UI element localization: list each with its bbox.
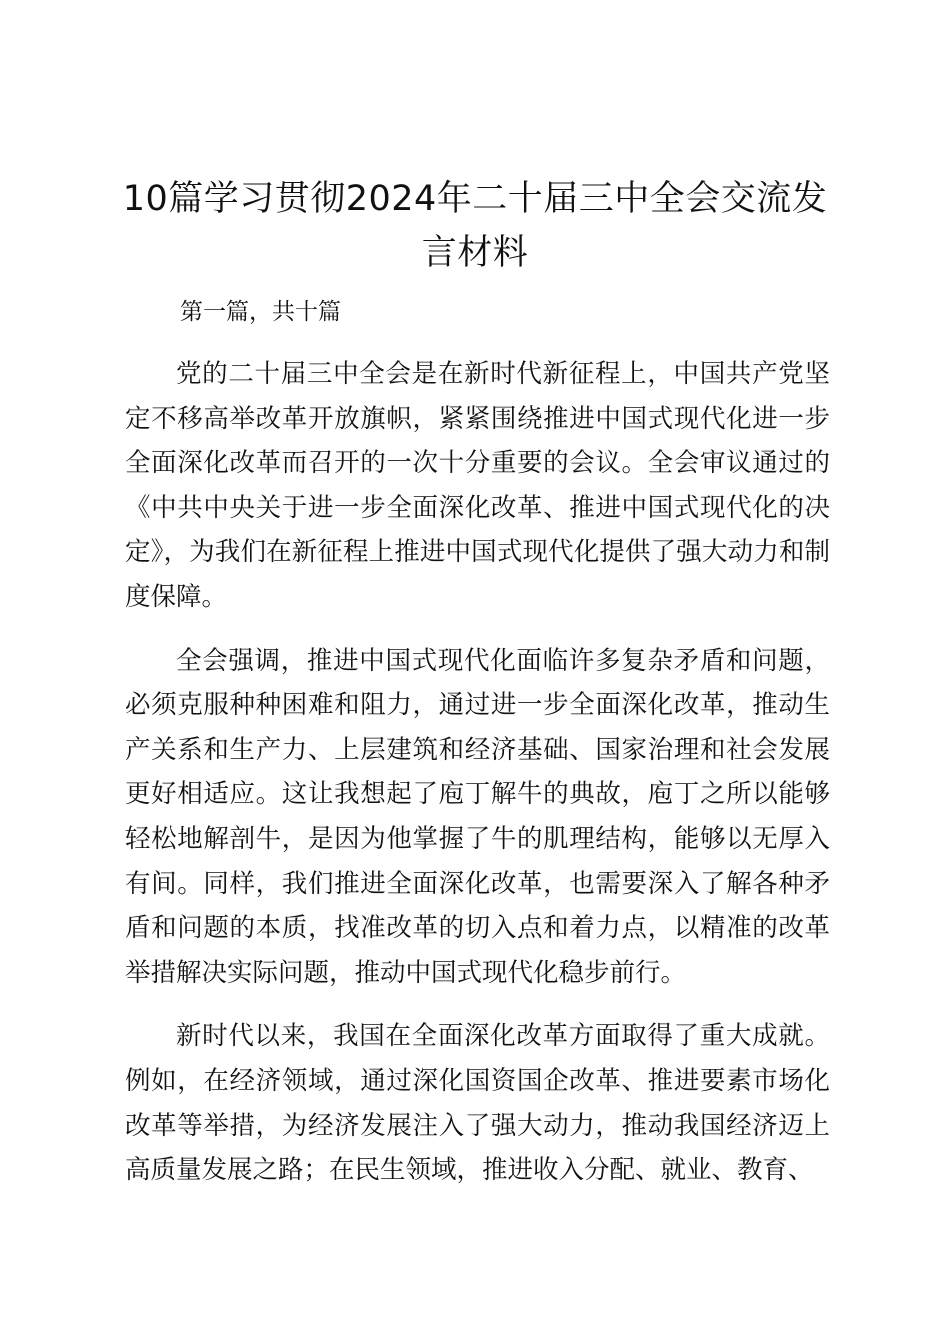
paragraph-2: 全会强调，推进中国式现代化面临许多复杂矛盾和问题，必须克服种种困难和阻力，通过进一步全面深化改革，推动生产关系和生产力、上层建筑和经济基础、国家治理和社会发展更好相适应。这让我想起了庖丁解牛的典故，庖丁之所以能够轻松地解剖牛，是因为他掌握了牛的肌理结构，能够以无厚入有间。同样，我们推进全面深化改革，也需要深入了解各种矛盾和问题的本质，找准改革的切入点和着力点，以精准的改革举措解决实际问题，推动中国式现代化稳步前行。 [125,645,830,988]
paragraph-1: 党的二十届三中全会是在新时代新征程上，中国共产党坚定不移高举改革开放旗帜，紧紧围绕推进中国式现代化进一步全面深化改革而召开的一次十分重要的会议。全会审议通过的《中共中央关于进一步全面深化改革、推进中国式现代化的决定》，为我们在新征程上推进中国式现代化提供了强大动力和制度保障。 [125,359,830,612]
document-body [125,352,830,1212]
paragraph-3: 新时代以来，我国在全面深化改革方面取得了重大成就。例如，在经济领域，通过深化国资国企改革、推进要素市场化改革等举措，为经济发展注入了强大动力，推动我国经济迈上高质量发展之路；在民生领域，推进收入分配、就业、教育、 [125,1021,830,1186]
document-title: 10篇学习贯彻2024年二十届三中全会交流发言材料 [122,179,828,273]
document-subtitle: 第一篇，共十篇 [180,299,341,325]
